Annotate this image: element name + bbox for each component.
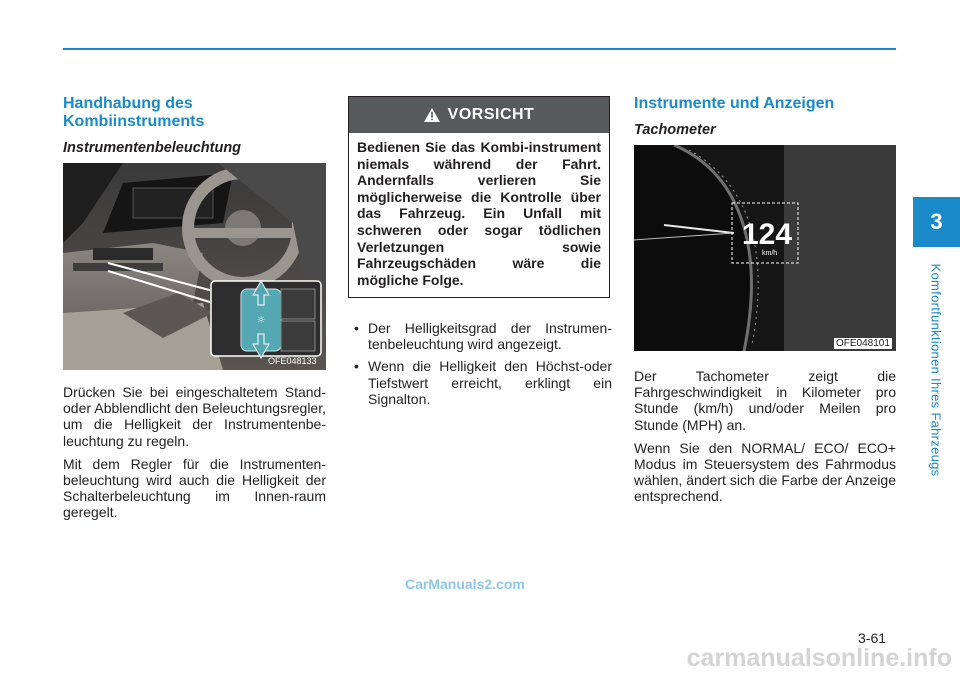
section-heading-instruments: Instrumente und Anzeigen: [634, 95, 835, 112]
tachometer-photo: [634, 145, 896, 351]
paragraph: Mit dem Regler für die Instrumenten-beleuchtung wird auch die Helligkeit der Schalterbeleuchtung im Innen-raum geregelt.: [63, 455, 326, 521]
caution-box: [348, 96, 610, 298]
paragraph: Wenn Sie den NORMAL/ ECO/ ECO+ Modus im Steuersystem des Fahrmodus wählen, ändert sich die Farbe der Anzeige entsprechend.: [634, 439, 896, 505]
caution-title: VORSICHT: [447, 106, 535, 123]
speed-unit: km/h: [762, 250, 778, 257]
warning-triangle-icon: [424, 108, 440, 122]
right-text: [634, 368, 896, 512]
subheading-illumination: Instrumentenbeleuchtung: [63, 140, 242, 156]
paragraph: Der Tachometer zeigt die Fahrgeschwindigkeit in Kilometer pro Stunde (km/h) und/oder Meilen pro Stunde (MPH) an.: [634, 368, 896, 433]
page-number: 3-61: [858, 630, 887, 646]
bullet-list: [354, 320, 612, 413]
speed-readout: 124: [742, 218, 793, 251]
bullet-text: Wenn die Helligkeit den Höchst-oder Tiefstwert erreicht, erklingt ein Signalton.: [368, 358, 612, 407]
caution-text: Bedienen Sie das Kombi-instrument niemals während der Fahrt. Andernfalls verlieren Sie möglicherweise die Kontrolle über das Fahrzeug. Ein Unfall mit schweren oder sogar tödlichen Verletzungen sowie Fahrzeugschäden wäre die mögliche Folge.: [357, 139, 601, 288]
subheading-tachometer: Tachometer: [634, 122, 716, 138]
header-rule: [63, 48, 896, 50]
caution-header: [349, 97, 609, 133]
image-code: OFE048101: [836, 338, 890, 349]
section-heading-cluster: Handhabung des Kombiinstruments: [63, 95, 205, 130]
watermark-link[interactable]: CarManuals2.com: [405, 576, 525, 592]
left-text: [63, 384, 326, 528]
svg-text:☼: ☼: [256, 315, 266, 326]
watermark-footer: carmanualsonline.info: [686, 644, 952, 672]
dashboard-photo: [63, 163, 326, 370]
image-code: OFE048133: [268, 356, 317, 366]
paragraph: Drücken Sie bei eingeschaltetem Stand- oder Abblendlicht den Beleuchtungsregler, um die Helligkeit der Instrumentenbe-leuchtung zu regeln.: [63, 384, 326, 449]
bullet-text: Der Helligkeitsgrad der Instrumen-tenbeleuchtung wird angezeigt.: [368, 320, 612, 353]
chapter-number: 3: [930, 209, 943, 234]
chapter-title: Komfortfunktionen Ihres Fahrzeugs: [928, 263, 944, 477]
chapter-tab[interactable]: [913, 197, 960, 247]
list-item: • Wenn die Helligkeit den Höchst-oder Tiefstwert erreicht, erklingt ein Signalton.: [354, 358, 612, 407]
list-item: • Der Helligkeitsgrad der Instrumen-tenbeleuchtung wird angezeigt.: [354, 320, 612, 353]
